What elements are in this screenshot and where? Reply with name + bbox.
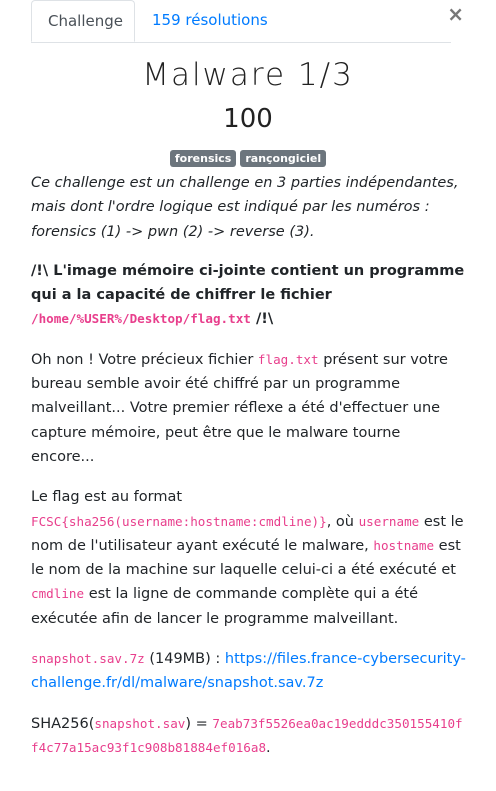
archive-name-code: snapshot.sav.7z: [31, 651, 145, 667]
download-paragraph: snapshot.sav.7z (149MB) : https://files.france-cybersecurity-challenge.fr/dl/malware/snapshot.sav.7z: [31, 651, 466, 692]
flag-format-paragraph: Le flag est au format FCSC{sha256(username:hostname:cmdline)}, où username est le nom de l'utilisateur ayant exécuté le malware, hostname est le nom de la machine sur laquelle celui-ci a été exécuté et cmdline est la ligne de commande complète qui a été exécutée afin de lancer le programme malveillant.: [31, 489, 464, 627]
checksum-paragraph: SHA256(snapshot.sav) = 7eab73f5526ea0ac19edddc350155410ff4c77a15ac93f1c908b81884ef016a8.: [31, 715, 463, 756]
challenge-description: [31, 171, 466, 776]
intro-paragraph: Ce challenge est un challenge en 3 parties indépendantes, mais dont l'ordre logique est indiqué par les numéros : forensics (1) -> pwn (2) -> reverse (3).: [31, 175, 459, 240]
tag-list: [0, 150, 496, 167]
warning-paragraph: /!\ L'image mémoire ci-jointe contient un programme qui a la capacité de chiffrer le fichier /home/%USER%/Desktop/flag.txt /!\: [31, 262, 465, 328]
tag-badge: forensics: [170, 150, 236, 167]
challenge-points: 100: [223, 104, 273, 134]
flag-path-code: /home/%USER%/Desktop/flag.txt: [31, 311, 251, 327]
close-icon[interactable]: ×: [447, 2, 464, 26]
snapshot-file-code: snapshot.sav: [94, 715, 186, 731]
download-link[interactable]: https://files.france-cybersecurity-challenge.fr/dl/malware/snapshot.sav.7z: [31, 651, 466, 692]
flag-file-code: flag.txt: [257, 351, 319, 367]
tab-bar: [31, 0, 451, 43]
tag-badge: rançongiciel: [240, 150, 326, 167]
tab-challenge[interactable]: Challenge: [31, 0, 135, 42]
tab-resolutions[interactable]: 159 résolutions: [152, 11, 268, 29]
sha256-hash: 7eab73f5526ea0ac19edddc350155410ff4c77a15ac93f1c908b81884ef016a8: [31, 715, 463, 755]
context-paragraph: Oh non ! Votre précieux fichier flag.txt présent sur votre bureau semble avoir été chiffré par un programme malveillant... Votre premier réflexe a été d'effectuer une capture mémoire, peut être que le malware tourne encore...: [31, 351, 448, 465]
username-code: username: [358, 513, 420, 529]
cmdline-code: cmdline: [31, 586, 85, 602]
challenge-title: Malware 1/3: [142, 57, 354, 93]
flag-format-code: FCSC{sha256(username:hostname:cmdline)}: [31, 513, 327, 529]
hostname-code: hostname: [373, 537, 435, 553]
